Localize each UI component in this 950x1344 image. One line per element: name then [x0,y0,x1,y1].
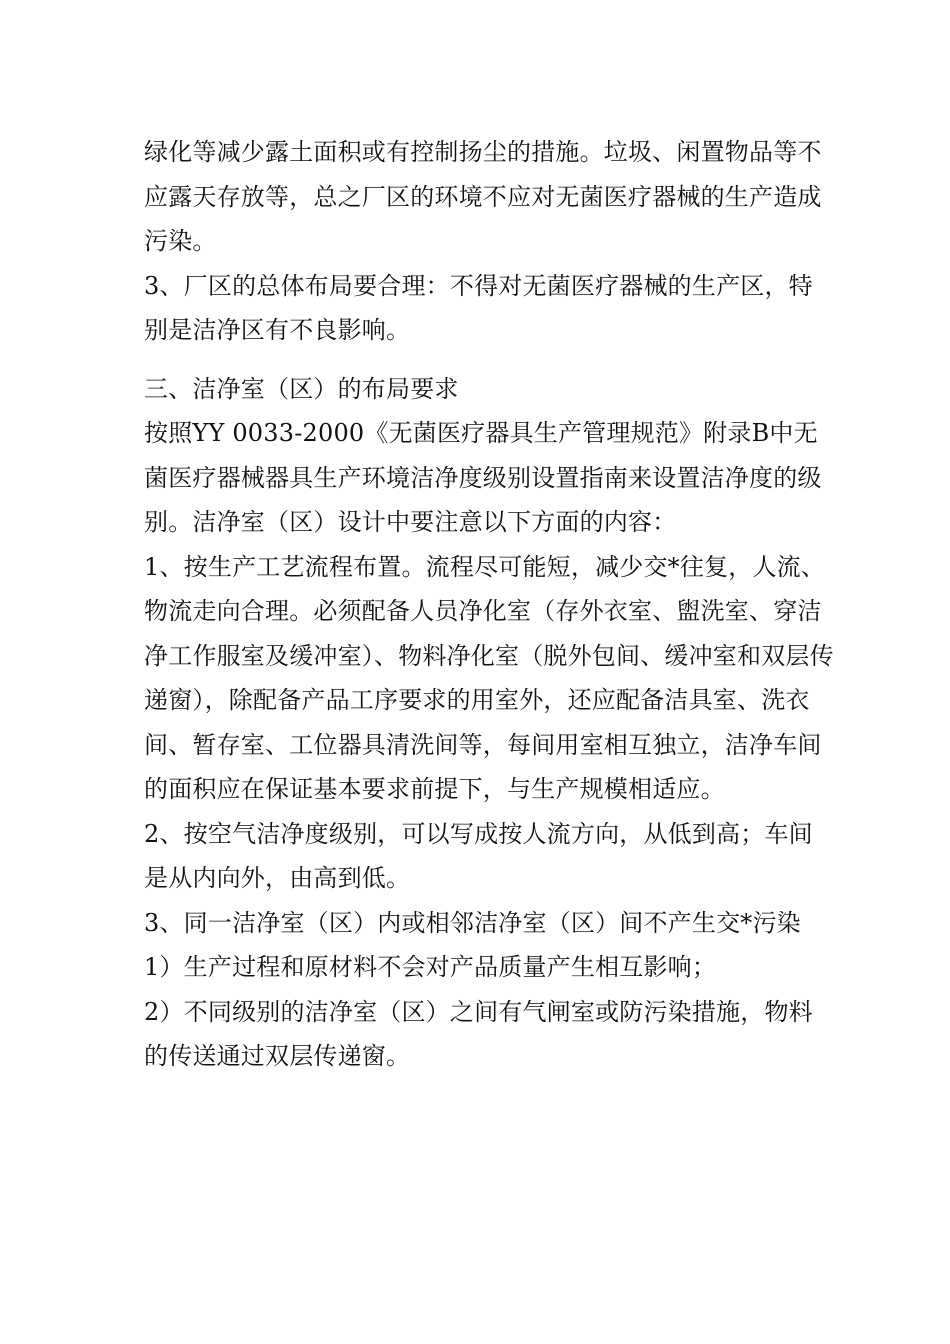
paragraph-greening: 绿化等减少露土面积或有控制扬尘的措施。垃圾、闲置物品等不应露天存放等，总之厂区的环境不应对无菌医疗器械的生产造成污染。 [144,138,822,255]
paragraph-cross-contamination: 3、同一洁净室（区）内或相邻洁净室（区）间不产生交*污染 [144,908,801,937]
list-item-production-process: 1）生产过程和原材料不会对产品质量产生相互影响； [144,953,717,981]
document-body [144,130,834,1079]
paragraph-cleanliness-level: 2、按空气洁净度级别，可以写成按人流方向，从低到高；车间是从内向外，由高到低。 [144,819,813,892]
paragraph-layout-reasonable: 3、厂区的总体布局要合理：不得对无菌医疗器械的生产区，特别是洁净区有不良影响。 [144,271,813,344]
list-item-airlock: 2）不同级别的洁净室（区）之间有气闸室或防污染措施，物料的传送通过双层传递窗。 [144,997,813,1070]
paragraph-process-flow: 1、按生产工艺流程布置。流程尽可能短，减少交*往复，人流、物流走向合理。必须配备人员净化室（存外衣室、盥洗室、穿洁净工作服室及缓冲室）、物料净化室（脱外包间、缓冲室和双层传递窗），除配备产品工序要求的用室外，还应配备洁具室、洗衣间、暂存室、工位器具清洗间等，每间用室相互独立，洁净车间的面积应在保证基本要求前提下，与生产规模相适应。 [144,552,834,803]
paragraph-standard-reference: 按照YY 0033-2000《无菌医疗器具生产管理规范》附录B中无菌医疗器械器具生产环境洁净度级别设置指南来设置洁净度的级别。洁净室（区）设计中要注意以下方面的内容： [144,419,822,536]
section-heading-cleanroom-layout: 三、洁净室（区）的布局要求 [144,374,459,403]
